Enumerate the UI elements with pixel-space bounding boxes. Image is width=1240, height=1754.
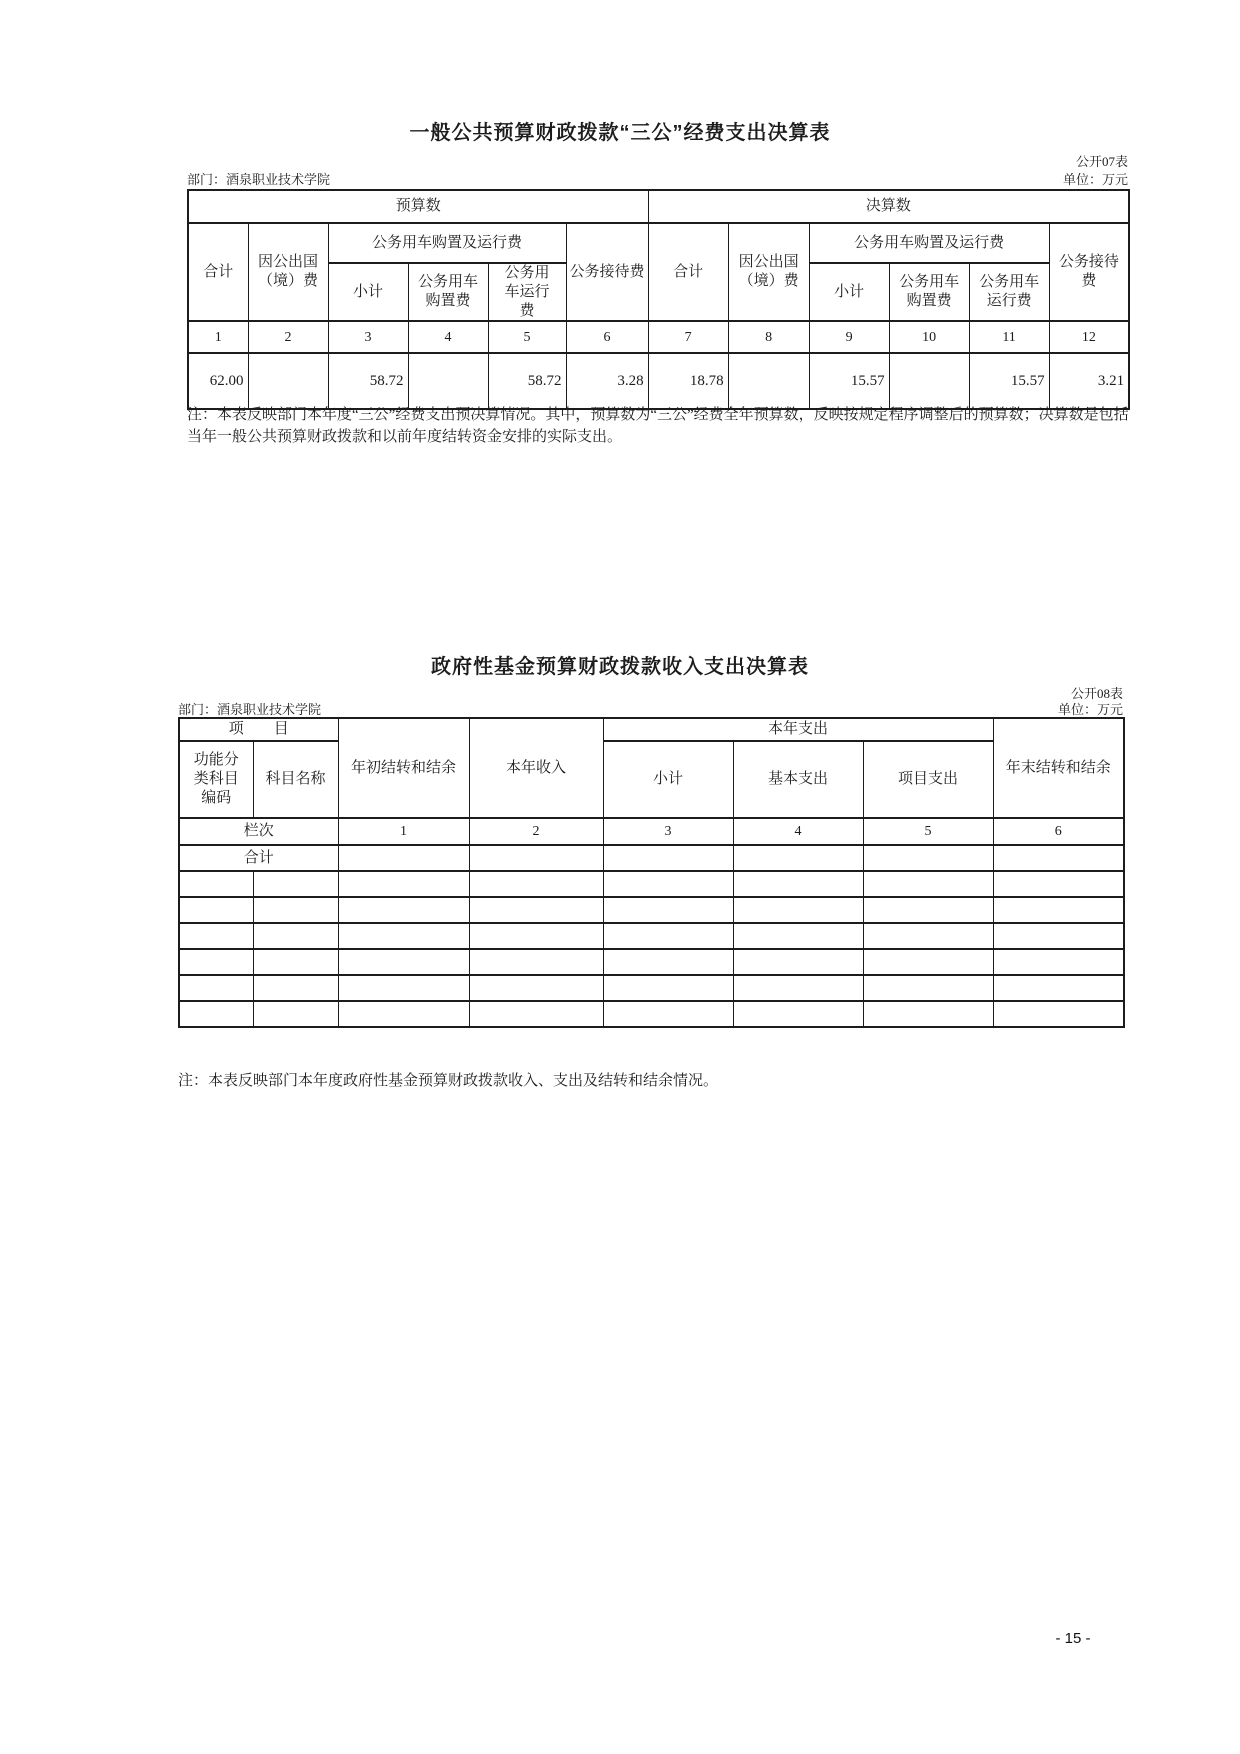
t1-value-abroad-final — [728, 353, 809, 409]
empty-cell — [603, 975, 733, 1001]
empty-cell — [733, 975, 863, 1001]
empty-cell — [993, 897, 1124, 923]
empty-cell — [993, 975, 1124, 1001]
t1-final-purchase-header: 公务用车购置费 — [889, 263, 969, 321]
t2-column-number-row — [179, 818, 1124, 845]
empty-cell — [338, 975, 469, 1001]
t1-budget-subtotal-header: 小计 — [328, 263, 408, 321]
empty-cell — [338, 1001, 469, 1027]
t2-top-header-row — [179, 718, 1124, 741]
table1-unit-label: 单位：万元 — [1062, 172, 1128, 187]
table2-meta-row — [178, 699, 1123, 718]
t1-value-subtotal-final: 15.57 — [809, 353, 889, 409]
t1-value-reception-budget: 3.28 — [566, 353, 648, 409]
empty-cell — [863, 845, 993, 871]
empty-cell — [338, 923, 469, 949]
empty-cell — [733, 949, 863, 975]
empty-cell — [863, 871, 993, 897]
sangong-expense-table — [187, 189, 1130, 410]
table1-note: 注：本表反映部门本年度“三公”经费支出预决算情况。其中，预算数为“三公”经费全年预算数，反映按规定程序调整后的预算数；决算数是包括当年一般公共预算财政拨款和以前年度结转资金安排的实际支出。 — [187, 407, 1129, 446]
t1-budget-header: 预算数 — [188, 190, 648, 223]
t1-final-header: 决算数 — [648, 190, 1129, 223]
t2-blank-row — [179, 897, 1124, 923]
t1-value-subtotal-budget: 58.72 — [328, 353, 408, 409]
t1-value-reception-final: 3.21 — [1049, 353, 1129, 409]
empty-cell — [338, 949, 469, 975]
t2-subtotal-header: 小计 — [603, 741, 733, 818]
empty-cell — [863, 897, 993, 923]
table1-sheet-label: 公开07表 — [1075, 154, 1128, 169]
t1-colnum-1: 1 — [188, 321, 248, 353]
empty-cell — [338, 845, 469, 871]
t2-colnum-6: 6 — [993, 818, 1124, 845]
table2-unit-label: 单位：万元 — [1057, 702, 1123, 717]
empty-cell — [253, 871, 338, 897]
empty-cell — [179, 975, 253, 1001]
t1-budget-total-header: 合计 — [188, 223, 248, 321]
t2-column-row-label: 栏次 — [179, 818, 338, 845]
empty-cell — [469, 923, 603, 949]
t2-project-expense-header: 项目支出 — [863, 741, 993, 818]
t1-colnum-12: 12 — [1049, 321, 1129, 353]
t1-colnum-3: 3 — [328, 321, 408, 353]
empty-cell — [338, 897, 469, 923]
t2-blank-row — [179, 975, 1124, 1001]
empty-cell — [253, 1001, 338, 1027]
empty-cell — [603, 923, 733, 949]
t1-value-operation-final: 15.57 — [969, 353, 1049, 409]
empty-cell — [469, 1001, 603, 1027]
empty-cell — [253, 923, 338, 949]
t1-value-abroad-budget — [248, 353, 328, 409]
empty-cell — [469, 871, 603, 897]
empty-cell — [338, 871, 469, 897]
empty-cell — [469, 949, 603, 975]
empty-cell — [733, 923, 863, 949]
t1-final-subtotal-header: 小计 — [809, 263, 889, 321]
empty-cell — [253, 949, 338, 975]
t1-value-purchase-budget — [408, 353, 488, 409]
t2-sub-header-row — [179, 741, 1124, 818]
empty-cell — [179, 871, 253, 897]
page-number: - 15 - — [1055, 1630, 1091, 1647]
empty-cell — [733, 1001, 863, 1027]
t1-colnum-5: 5 — [488, 321, 566, 353]
t2-subject-name-header: 科目名称 — [253, 741, 338, 818]
t2-colnum-4: 4 — [733, 818, 863, 845]
t1-colnum-7: 7 — [648, 321, 728, 353]
empty-cell — [253, 897, 338, 923]
t1-budget-reception-header: 公务接待费 — [566, 223, 648, 321]
empty-cell — [469, 975, 603, 1001]
t2-project-header: 项 目 — [179, 718, 338, 741]
table2-department-label: 部门：酒泉职业技术学院 — [178, 702, 322, 717]
empty-cell — [863, 949, 993, 975]
t2-blank-row — [179, 923, 1124, 949]
t1-budget-vehicle-group-header: 公务用车购置及运行费 — [328, 223, 566, 263]
t1-final-total-header: 合计 — [648, 223, 728, 321]
t1-final-vehicle-group-header: 公务用车购置及运行费 — [809, 223, 1049, 263]
t1-value-total-budget: 62.00 — [188, 353, 248, 409]
empty-cell — [993, 949, 1124, 975]
t2-end-balance-header: 年末结转和结余 — [993, 718, 1124, 818]
table2-sheet-label: 公开08表 — [1070, 686, 1123, 701]
empty-cell — [603, 845, 733, 871]
t1-budget-purchase-header: 公务用车购置费 — [408, 263, 488, 321]
t2-colnum-1: 1 — [338, 818, 469, 845]
empty-cell — [993, 1001, 1124, 1027]
table1-meta-row — [187, 169, 1128, 188]
t2-blank-row — [179, 1001, 1124, 1027]
t1-value-operation-budget: 58.72 — [488, 353, 566, 409]
empty-cell — [993, 871, 1124, 897]
t2-year-expense-header: 本年支出 — [603, 718, 993, 741]
table2-title: 政府性基金预算财政拨款收入支出决算表 — [431, 656, 809, 678]
t2-colnum-2: 2 — [469, 818, 603, 845]
table1-title: 一般公共预算财政拨款“三公”经费支出决算表 — [409, 122, 831, 144]
t1-column-number-row — [188, 321, 1129, 353]
empty-cell — [603, 871, 733, 897]
t2-colnum-3: 3 — [603, 818, 733, 845]
t2-colnum-5: 5 — [863, 818, 993, 845]
gov-fund-budget-table — [178, 717, 1125, 1028]
t1-colnum-8: 8 — [728, 321, 809, 353]
empty-cell — [733, 897, 863, 923]
t2-total-row-label: 合计 — [179, 845, 338, 871]
empty-cell — [179, 923, 253, 949]
t2-basic-expense-header: 基本支出 — [733, 741, 863, 818]
empty-cell — [179, 949, 253, 975]
empty-cell — [253, 975, 338, 1001]
empty-cell — [863, 923, 993, 949]
empty-cell — [863, 975, 993, 1001]
empty-cell — [603, 949, 733, 975]
table2-note: 注：本表反映部门本年度政府性基金预算财政拨款收入、支出及结转和结余情况。 — [178, 1073, 719, 1089]
t1-value-purchase-final — [889, 353, 969, 409]
t1-final-operation-header: 公务用车运行费 — [969, 263, 1049, 321]
t1-colnum-4: 4 — [408, 321, 488, 353]
table1-department-label: 部门：酒泉职业技术学院 — [187, 172, 331, 187]
t2-begin-balance-header: 年初结转和结余 — [338, 718, 469, 818]
t2-year-income-header: 本年收入 — [469, 718, 603, 818]
t1-budget-abroad-header: 因公出国（境）费 — [248, 223, 328, 321]
t1-values-row — [188, 353, 1129, 409]
empty-cell — [603, 897, 733, 923]
t1-group-header-row — [188, 223, 1129, 263]
empty-cell — [179, 1001, 253, 1027]
empty-cell — [733, 845, 863, 871]
empty-cell — [993, 845, 1124, 871]
empty-cell — [469, 845, 603, 871]
t1-colnum-2: 2 — [248, 321, 328, 353]
t1-final-abroad-header: 因公出国（境）费 — [728, 223, 809, 321]
empty-cell — [469, 897, 603, 923]
empty-cell — [993, 923, 1124, 949]
t1-colnum-9: 9 — [809, 321, 889, 353]
t1-colnum-11: 11 — [969, 321, 1049, 353]
empty-cell — [733, 871, 863, 897]
t1-colnum-6: 6 — [566, 321, 648, 353]
t1-budget-operation-header: 公务用车运行费 — [488, 263, 566, 321]
t1-top-header-row — [188, 190, 1129, 223]
t2-total-row — [179, 845, 1124, 871]
empty-cell — [603, 1001, 733, 1027]
t2-blank-row — [179, 949, 1124, 975]
t2-blank-row — [179, 871, 1124, 897]
t1-value-total-final: 18.78 — [648, 353, 728, 409]
t1-final-reception-header: 公务接待费 — [1049, 223, 1129, 321]
empty-cell — [863, 1001, 993, 1027]
empty-cell — [179, 897, 253, 923]
t2-func-code-header: 功能分类科目编码 — [179, 741, 253, 818]
t1-colnum-10: 10 — [889, 321, 969, 353]
